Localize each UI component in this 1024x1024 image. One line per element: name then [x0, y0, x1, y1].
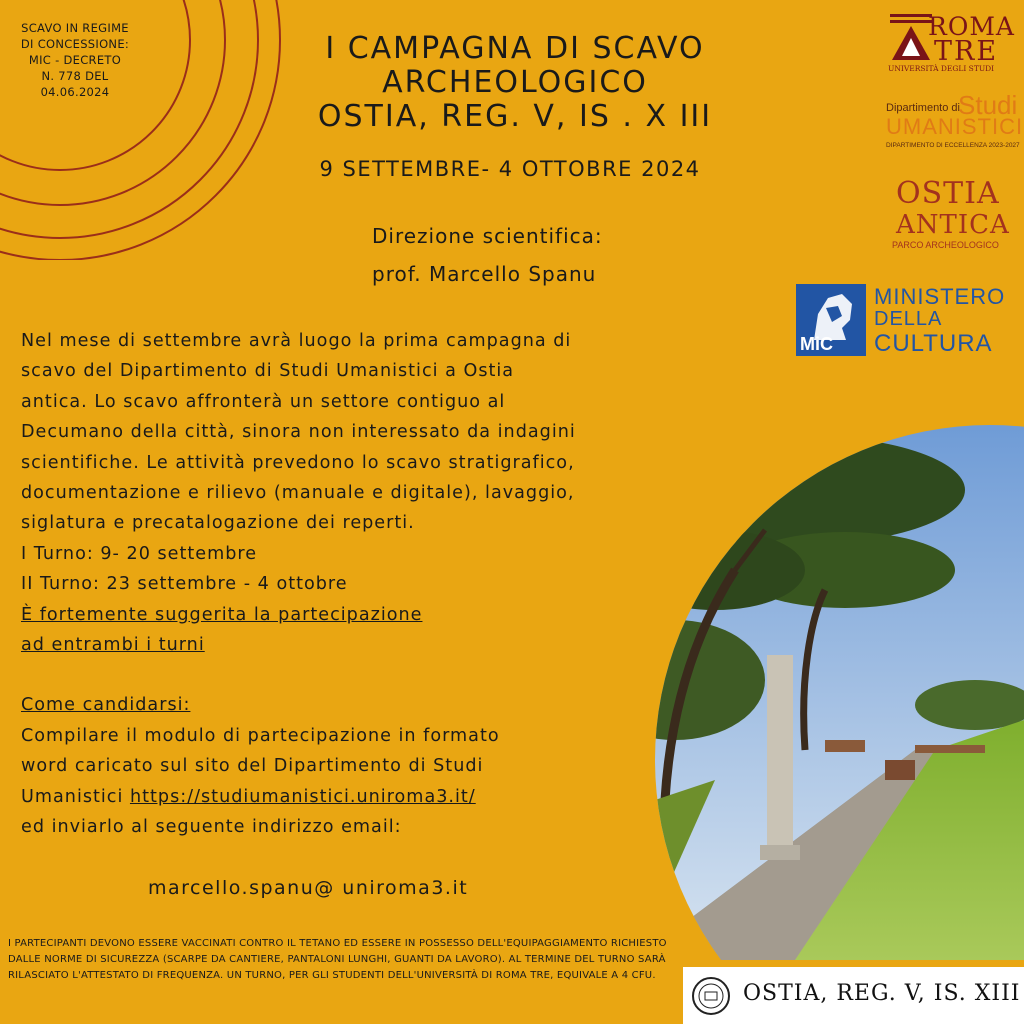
ostia-sub: PARCO ARCHEOLOGICO [892, 240, 999, 250]
title-line-2: ARCHEOLOGICO [382, 65, 648, 100]
ostia-line1: OSTIA [896, 176, 1000, 211]
ostia-antica-logo [890, 176, 1015, 254]
studi-line1: Dipartimento di [886, 102, 960, 114]
site-label: OSTIA, REG. V, IS. XIII [743, 981, 1021, 1006]
ministero-cultura-logo [796, 284, 1018, 358]
turno-2: II Turno: 23 settembre - 4 ottobre [21, 574, 348, 595]
concession-line: DI CONCESSIONE: [20, 37, 130, 51]
safety-disclaimer: I PARTECIPANTI DEVONO ESSERE VACCINATI CONTRO IL TETANO ED ESSERE IN POSSESSO DELL'EQUIPAGGIAMENTO RICHIESTO DALLE NORME DI SICUREZZA (SCARPE DA CANTIERE, PANTALONI LUNGHI, GUANTI DA LAVORO). AL TERMINE DEL TURNO SARÀ RILASCIATO L'ATTESTATO DI FREQUENZA. UN TURNO, PER GLI STUDENTI DELL'UNIVERSITÀ DI ROMA TRE, EQUIVALE A 4 CFU. [8, 938, 667, 981]
spacer [21, 660, 661, 690]
mic-line3: CULTURA [874, 330, 993, 357]
campaign-dates: 9 SETTEMBRE- 4 OTTOBRE 2024 [319, 157, 701, 181]
apply-line-3 [21, 782, 661, 812]
body-line: antica. Lo scavo affronterà un settore contiguo al [21, 391, 506, 412]
roma-tre-logo [888, 12, 1015, 74]
mic-badge-text: MiC [800, 334, 833, 354]
title-line-1: I CAMPAGNA DI SCAVO [325, 31, 705, 66]
body-text [21, 326, 661, 843]
apply-line-1: Compilare il modulo di partecipazione in formato [21, 725, 500, 746]
site-label-box [683, 967, 1024, 1024]
contact-email[interactable]: marcello.spanu@ uniroma3.it [148, 877, 469, 899]
concession-note [10, 20, 140, 100]
title-line-3: OSTIA, REG. V, IS . X III [317, 99, 713, 134]
body-line: scientifiche. Le attività prevedono lo scavo stratigrafico, [21, 452, 575, 473]
apply-line-2: word caricato sul sito del Dipartimento di Studi [21, 756, 484, 777]
direction-label: Direzione scientifica: [372, 224, 603, 248]
studi-big2: UMANISTICI [886, 114, 1024, 139]
body-line: scavo del Dipartimento di Studi Umanistici a Ostia [21, 361, 515, 382]
body-line: Decumano della città, sinora non interessato da indagini [21, 422, 576, 443]
concession-line: 04.06.2024 [40, 85, 110, 99]
concession-line: N. 778 DEL [41, 69, 109, 83]
concession-line: SCAVO IN REGIME [21, 21, 129, 35]
poster-title [250, 32, 780, 134]
scientific-direction [372, 217, 603, 293]
apply-line-4: ed inviarlo al seguente indirizzo email: [21, 817, 402, 838]
roma-tre-sub: UNIVERSITÀ DEGLI STUDI [888, 64, 995, 73]
ostia-line2: ANTICA [896, 210, 1010, 240]
studi-big1: Studi [958, 90, 1018, 120]
concession-line: MIC - DECRETO [28, 53, 122, 67]
body-line: documentazione e rilievo (manuale e digitale), lavaggio, [21, 483, 575, 504]
roma-tre-bottom: TRE [934, 36, 999, 67]
body-line: Nel mese di settembre avrà luogo la prima campagna di [21, 331, 572, 351]
apply-line-3-prefix: Umanistici [21, 786, 130, 807]
mic-badge [796, 284, 866, 356]
studi-umanistici-logo [886, 90, 1024, 154]
body-line: siglatura e precatalogazione dei reperti. [21, 513, 415, 534]
department-website-link[interactable]: https://studiumanistici.uniroma3.it/ [129, 786, 476, 807]
apply-heading: Come candidarsi: [21, 695, 191, 716]
suggestion-line-1: È fortemente suggerita la partecipazione [21, 604, 423, 625]
studi-sub: DIPARTIMENTO DI ECCELLENZA 2023-2027 [886, 142, 1020, 149]
seal-icon [691, 976, 731, 1016]
roma-tre-top: ROMA [928, 12, 1015, 41]
direction-name: prof. Marcello Spanu [372, 262, 597, 286]
turno-1: I Turno: 9- 20 settembre [21, 543, 258, 564]
mic-line2: DELLA [874, 308, 943, 330]
suggestion-line-2: ad entrambi i turni [21, 635, 205, 656]
mic-line1: MINISTERO [874, 284, 1006, 309]
